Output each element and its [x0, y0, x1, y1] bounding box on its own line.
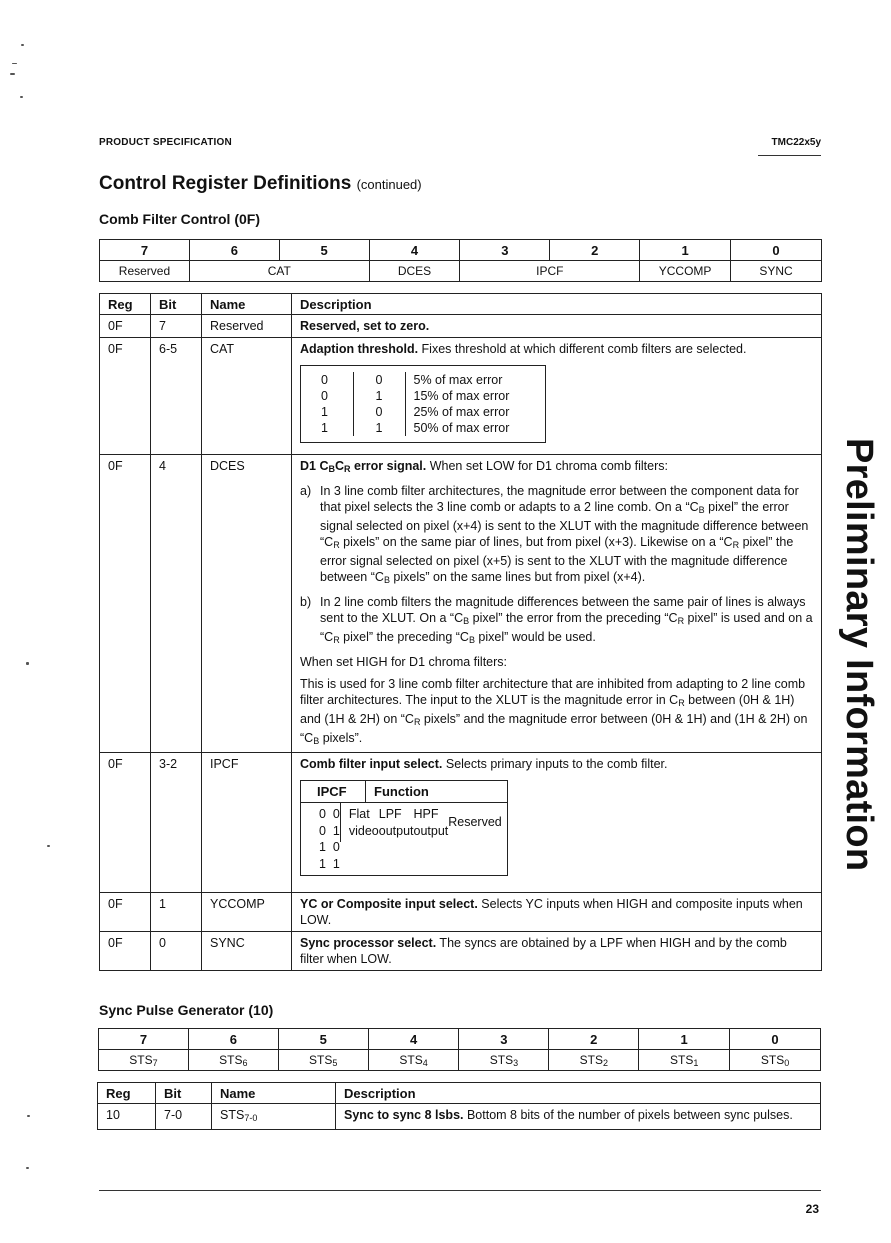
- cat-code: 0: [353, 372, 405, 388]
- field-cell: CAT: [189, 261, 369, 282]
- ipcf-code: 1 1: [319, 856, 340, 871]
- list-item: a) In 3 line comb filter architectures, the magnitude error between the component data for that pixel selects the 3 line comb or adapts to a 2 line comb. On a “$C_B$ pixel” the error signal selected on pixel (x+4) is sent to the XLUT with the magnitude difference between “$C_R$ pixels” on the same piar of lines, but from pixel (x+3). Likewise on a “$C_R$ pixel” the error signal selected on pixel (x+5) is sent to the XLUT with the magnitude difference between “$C_B$ pixels” on the same lines but from pixel (x+4).: [300, 484, 809, 585]
- cat-code: 0: [321, 389, 328, 403]
- reg-cell: 0F: [100, 455, 151, 753]
- bit-cell: 6-5: [151, 338, 202, 455]
- header-right: TMC22x5y: [771, 137, 821, 148]
- bit-cell: 3-2: [151, 753, 202, 893]
- table-row: [100, 455, 822, 753]
- bit-cell: 4: [368, 1029, 459, 1050]
- footer-rule: [99, 1190, 821, 1191]
- field-cell: $STS_2$: [549, 1050, 639, 1071]
- desc-bold: Comb filter input select.: [300, 757, 443, 771]
- cat-threshold: 50% of max error: [405, 420, 545, 436]
- bit-cell: 3: [460, 240, 550, 261]
- list-item: b) In 2 line comb filters the magnitude differences between the same pair of lines is always sent to the XLUT. On a “$C_B$ pixel” the error from the preceding “$C_R$ pixel” is used and on a “$C_R$ pixel” the preceding “$C_B$ pixel” would be used.: [300, 595, 813, 645]
- ipcf-header: IPCF: [317, 783, 347, 799]
- ipcf-function: LPF output: [378, 807, 414, 838]
- name-cell: YCCOMP: [202, 893, 292, 932]
- col-reg: Reg: [100, 294, 151, 315]
- reg-cell: 0F: [100, 932, 151, 971]
- field-cell: IPCF: [460, 261, 640, 282]
- field-cell: $STS_1$: [639, 1050, 730, 1071]
- name-cell: Reserved: [202, 315, 292, 338]
- bit-cell: 6: [189, 240, 279, 261]
- ipcf-code: 0 0: [319, 807, 340, 821]
- reg-cell: 0F: [100, 338, 151, 455]
- spg-bit-map: [98, 1028, 821, 1071]
- col-reg: Reg: [98, 1083, 156, 1104]
- cat-code: 0: [321, 373, 328, 387]
- desc-text: Selects YC inputs when HIGH and composite inputs when LOW.: [300, 897, 803, 927]
- header-rule: [758, 155, 821, 156]
- bit-cell: 1: [151, 893, 202, 932]
- col-name: Name: [202, 294, 292, 315]
- cat-threshold: 5% of max error: [405, 372, 545, 388]
- bit-cell: 4: [369, 240, 460, 261]
- preliminary-sidebar: [840, 438, 880, 878]
- desc-cell: [292, 455, 822, 753]
- col-bit: Bit: [151, 294, 202, 315]
- desc-bold: Sync processor select.: [300, 936, 437, 950]
- col-name: Name: [212, 1083, 336, 1104]
- desc-cell: [292, 932, 822, 971]
- cat-threshold: 25% of max error: [405, 404, 545, 420]
- col-desc: Description: [292, 294, 822, 315]
- reg-cell: 10: [98, 1104, 156, 1130]
- desc-bold: YC or Composite input select.: [300, 897, 478, 911]
- cat-code: 1: [321, 405, 328, 419]
- bit-cell: 2: [549, 1029, 639, 1050]
- field-cell: YCCOMP: [640, 261, 731, 282]
- ipcf-code: 1 0: [319, 840, 340, 854]
- name-cell: IPCF: [202, 753, 292, 893]
- desc-text: This is used for 3 line comb filter architecture that are inhibited from adapting to 2 line comb filter architectures. The input to the XLUT is the magnitude error in $C_R$ between (0H & 1H) and (1H & 2H) on “$C_R$ pixels” and the magnitude error between (0H & 1H) and (1H & 2H) on “$C_B$ pixels”.: [300, 677, 808, 746]
- bit-cell: 0: [151, 932, 202, 971]
- field-cell: SYNC: [731, 261, 822, 282]
- bit-cell: 5: [278, 1029, 368, 1050]
- cat-code: 1: [321, 421, 328, 435]
- field-cell: $STS_0$: [730, 1050, 821, 1071]
- reg-cell: 0F: [100, 893, 151, 932]
- cat-code: 1: [353, 420, 405, 436]
- col-desc: Description: [336, 1083, 821, 1104]
- table-row: [100, 338, 822, 455]
- table-row: [100, 893, 822, 932]
- field-cell: $STS_6$: [188, 1050, 278, 1071]
- comb-filter-heading: Comb Filter Control (0F): [99, 211, 260, 227]
- ipcf-function-table: [300, 780, 508, 876]
- comb-definitions-table: [99, 293, 822, 971]
- spg-definitions-table: [97, 1082, 821, 1130]
- bit-cell: 7: [151, 315, 202, 338]
- name-cell: SYNC: [202, 932, 292, 971]
- desc-text: When set HIGH for D1 chroma filters:: [300, 655, 508, 669]
- ipcf-code: 0 1: [319, 823, 340, 838]
- bit-cell: 1: [640, 240, 731, 261]
- ipcf-function: HPF output: [413, 807, 449, 838]
- name-cell: CAT: [202, 338, 292, 455]
- field-cell: $STS_5$: [278, 1050, 368, 1071]
- desc-cell: [336, 1104, 821, 1130]
- desc-text: The syncs are obtained by a LPF when HIGH and by the comb filter when LOW.: [300, 936, 787, 966]
- desc-cell: [292, 753, 822, 893]
- field-cell: DCES: [369, 261, 460, 282]
- bit-cell: 2: [550, 240, 640, 261]
- desc-bold: Sync to sync 8 lsbs.: [344, 1108, 464, 1122]
- desc-text: Bottom 8 bits of the number of pixels between sync pulses.: [463, 1108, 793, 1122]
- bit-cell: 0: [730, 1029, 821, 1050]
- title-main: Control Register Definitions: [99, 173, 352, 194]
- desc-text: Fixes threshold at which different comb filters are selected.: [418, 342, 747, 356]
- field-cell: Reserved: [100, 261, 190, 282]
- desc-bold: D1 $C_BC_R$ error signal.: [300, 459, 427, 474]
- bit-cell: 7-0: [156, 1104, 212, 1130]
- table-row: [100, 932, 822, 971]
- field-cell: $STS_4$: [368, 1050, 459, 1071]
- desc-bold: Adaption threshold.: [300, 342, 419, 356]
- bit-cell: 7: [100, 240, 190, 261]
- cat-code: 1: [353, 388, 405, 404]
- bit-cell: 4: [151, 455, 202, 753]
- cat-threshold: 15% of max error: [405, 388, 545, 404]
- desc-cell: [292, 315, 822, 338]
- bit-cell: 5: [279, 240, 369, 261]
- desc-cell: [292, 893, 822, 932]
- desc-bold: Reserved, set to zero.: [300, 319, 430, 333]
- sidebar-text: Preliminary Information: [838, 438, 880, 872]
- ipcf-function: Reserved: [448, 815, 502, 830]
- desc-text: Selects primary inputs to the comb filter.: [442, 757, 668, 771]
- table-row: [98, 1104, 821, 1130]
- sync-pulse-heading: Sync Pulse Generator (10): [99, 1002, 274, 1018]
- field-cell: $STS_3$: [459, 1050, 549, 1071]
- desc-text: When set LOW for D1 chroma comb filters:: [426, 459, 668, 473]
- reg-cell: 0F: [100, 315, 151, 338]
- title-continued: (continued): [356, 177, 422, 192]
- comb-bit-map: [99, 239, 822, 282]
- function-header: Function: [365, 781, 507, 802]
- table-row: [100, 753, 822, 893]
- desc-cell: [292, 338, 822, 455]
- bit-cell: 1: [639, 1029, 730, 1050]
- cat-code: 0: [353, 404, 405, 420]
- bit-cell: 3: [459, 1029, 549, 1050]
- name-cell: DCES: [202, 455, 292, 753]
- bit-cell: 0: [731, 240, 822, 261]
- page-number: 23: [805, 1202, 819, 1216]
- bit-cell: 7: [99, 1029, 189, 1050]
- col-bit: Bit: [156, 1083, 212, 1104]
- cat-threshold-table: [300, 365, 546, 443]
- page-title: [99, 173, 422, 195]
- field-cell: $STS_7$: [99, 1050, 189, 1071]
- header-left: PRODUCT SPECIFICATION: [99, 137, 232, 148]
- reg-cell: 0F: [100, 753, 151, 893]
- ipcf-function: Flat video: [348, 807, 379, 838]
- name-cell: $STS_{7-0}$: [212, 1104, 336, 1130]
- table-row: [100, 315, 822, 338]
- bit-cell: 6: [188, 1029, 278, 1050]
